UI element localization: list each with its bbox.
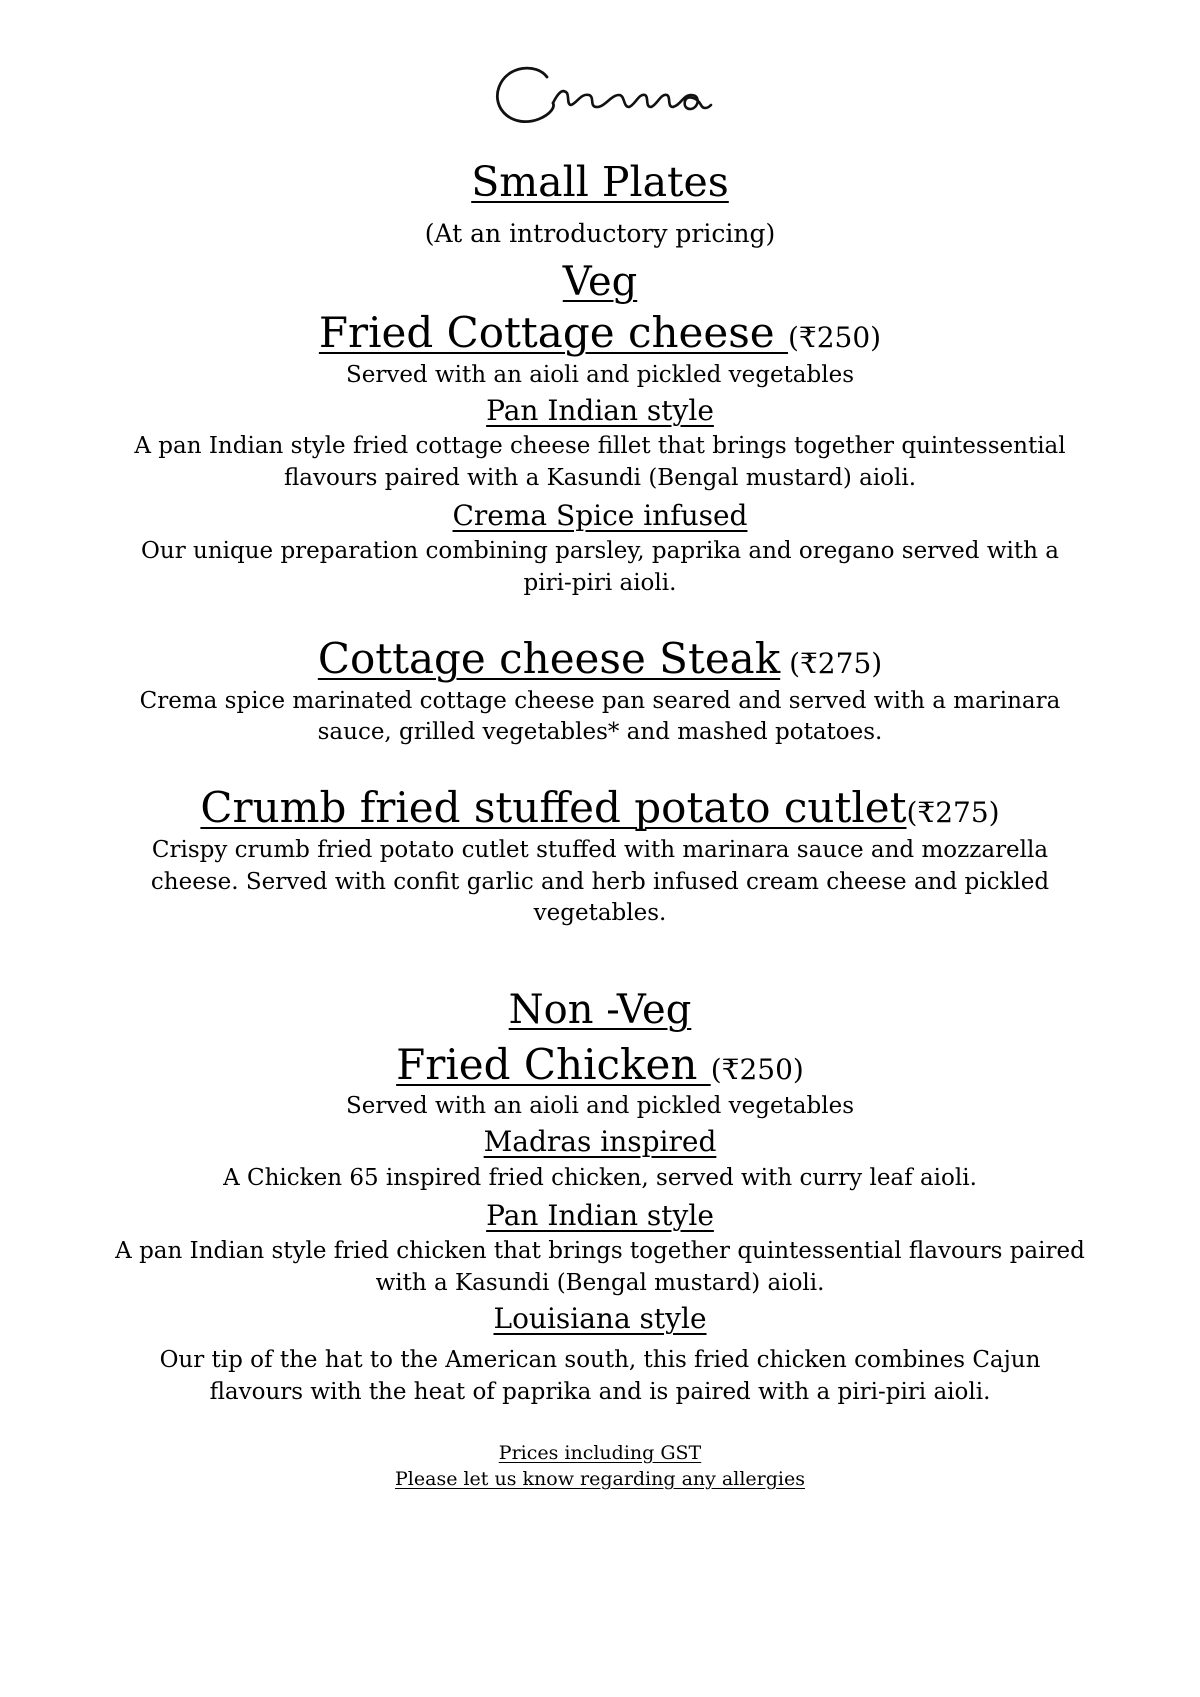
- veg-heading: Veg: [562, 259, 638, 305]
- menu-item-cottage-cheese-steak: [0, 634, 1200, 683]
- footer-note-allergies: Please let us know regarding any allergies: [395, 1468, 805, 1490]
- item-price: (₹250): [788, 321, 882, 354]
- style-name-pan-indian: Pan Indian style: [486, 1199, 714, 1232]
- style-description-line: Our tip of the hat to the American south, this fried chicken combines Cajun: [159, 1347, 1041, 1373]
- style-description-line: A pan Indian style fried chicken that brings together quintessential flavours paired: [115, 1238, 1085, 1264]
- item-price: (₹275): [780, 647, 883, 680]
- style-name-crema-spice: Crema Spice infused: [452, 499, 748, 532]
- item-name: Fried Cottage cheese: [318, 308, 788, 357]
- style-description-line: with a Kasundi (Bengal mustard) aioli.: [375, 1270, 825, 1296]
- style-description-line: A Chicken 65 inspired fried chicken, served with curry leaf aioli.: [223, 1165, 977, 1191]
- menu-item-fried-chicken: [0, 1040, 1200, 1089]
- item-price: (₹250): [710, 1053, 804, 1086]
- crema-script-logo: [485, 55, 715, 145]
- style-name-pan-indian: Pan Indian style: [486, 394, 714, 427]
- section-subtitle: (At an introductory pricing): [424, 219, 776, 248]
- style-description-line: Our unique preparation combining parsley, paprika and oregano served with a: [141, 538, 1059, 564]
- item-name: Fried Chicken: [396, 1040, 711, 1089]
- item-description-line: Crema spice marinated cottage cheese pan seared and served with a marinara: [139, 688, 1061, 714]
- item-name: Cottage cheese Steak: [317, 634, 781, 683]
- style-description-line: A pan Indian style fried cottage cheese fillet that brings together quintessential: [134, 433, 1066, 459]
- item-description-line: sauce, grilled vegetables* and mashed potatoes.: [317, 719, 883, 745]
- item-served-with: Served with an aioli and pickled vegetables: [345, 362, 855, 388]
- item-name: Crumb fried stuffed potato cutlet: [200, 783, 907, 832]
- style-description-line: flavours with the heat of paprika and is paired with a piri-piri aioli.: [209, 1379, 991, 1405]
- menu-item-potato-cutlet: [0, 783, 1200, 832]
- item-description-line: cheese. Served with confit garlic and herb infused cream cheese and pickled: [150, 869, 1050, 895]
- item-description-line: vegetables.: [533, 900, 667, 926]
- item-description-line: Crispy crumb fried potato cutlet stuffed with marinara sauce and mozzarella: [151, 837, 1049, 863]
- menu-item-fried-cottage-cheese: [0, 308, 1200, 357]
- style-name-madras: Madras inspired: [483, 1125, 717, 1158]
- item-served-with: Served with an aioli and pickled vegetables: [345, 1093, 855, 1119]
- item-price: (₹275): [906, 796, 1000, 829]
- section-title: Small Plates: [471, 158, 729, 206]
- style-description-line: piri-piri aioli.: [523, 570, 677, 596]
- style-name-louisiana: Louisiana style: [493, 1302, 707, 1335]
- style-description-line: flavours paired with a Kasundi (Bengal mustard) aioli.: [283, 465, 917, 491]
- crema-logo: [0, 55, 1200, 145]
- footer-note-gst: Prices including GST: [498, 1442, 702, 1464]
- nonveg-heading: Non -Veg: [508, 987, 692, 1033]
